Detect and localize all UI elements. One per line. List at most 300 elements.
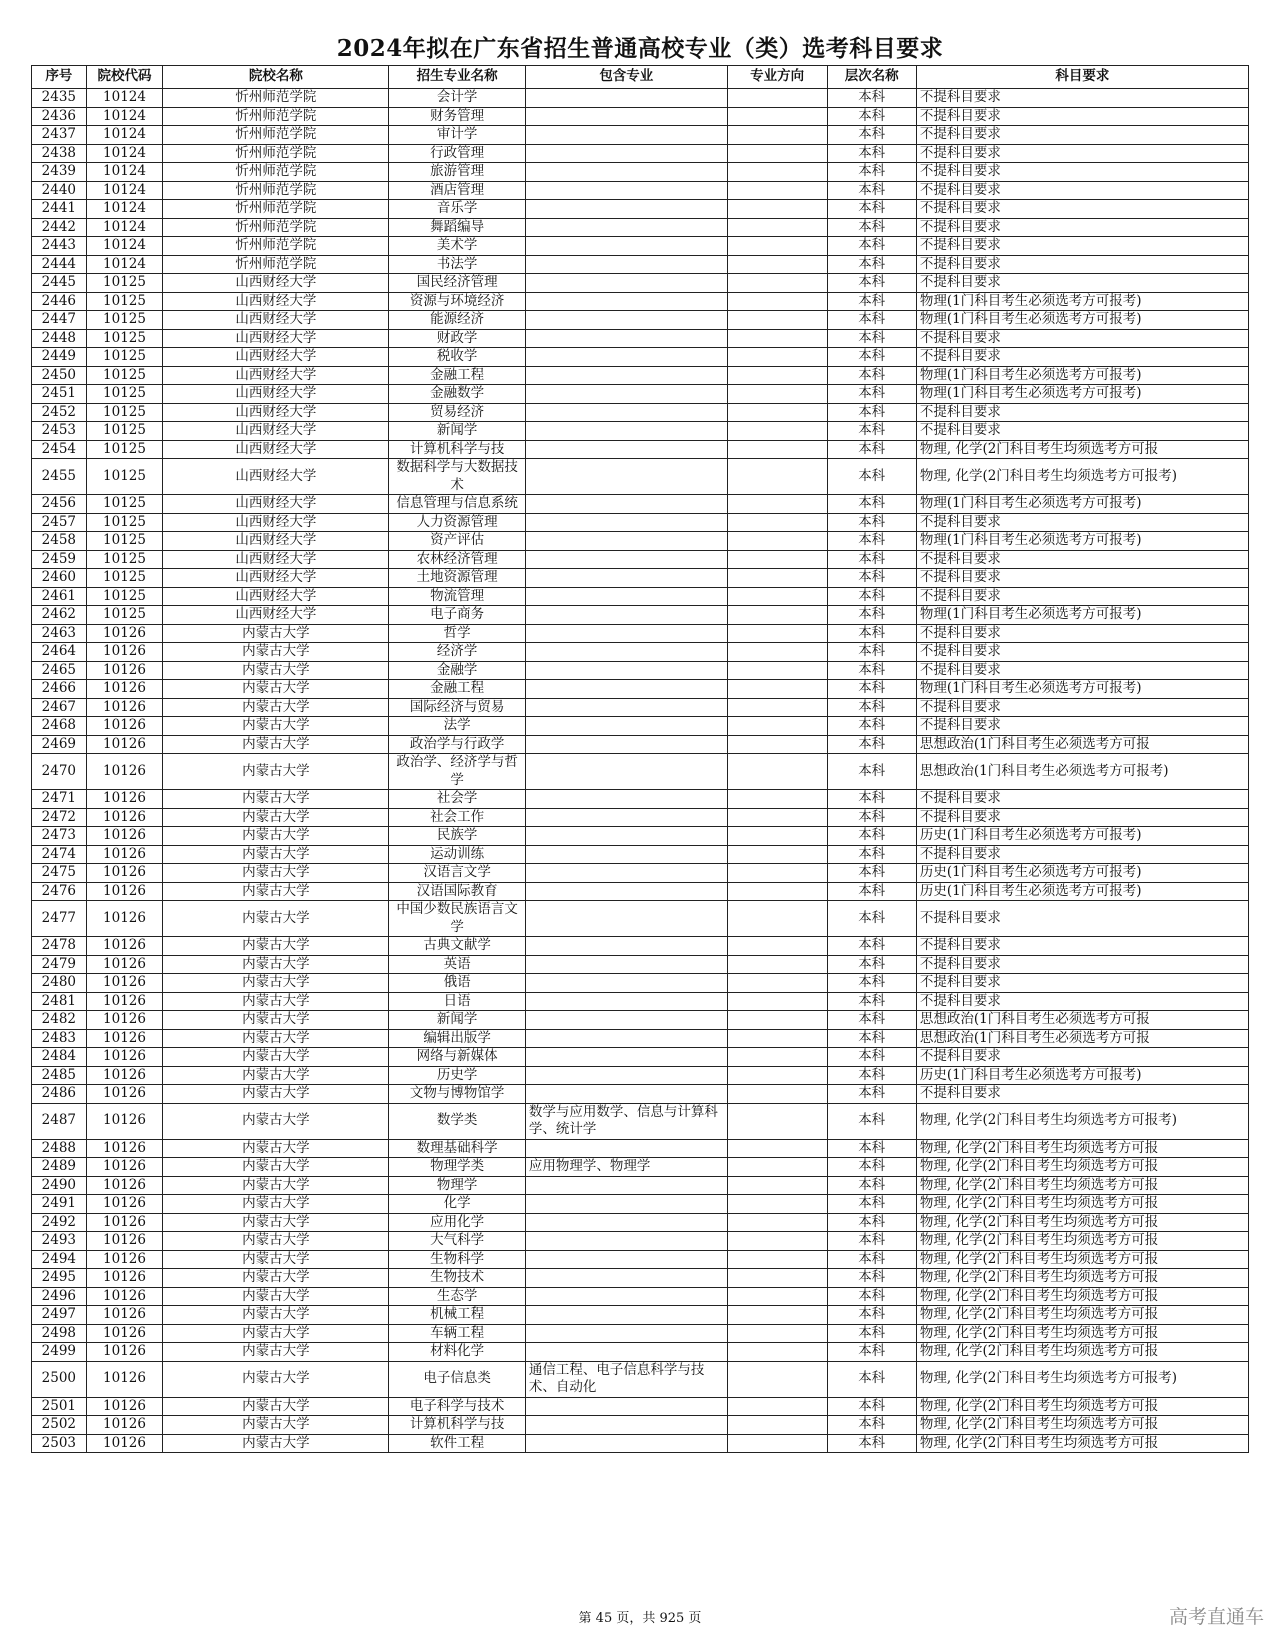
col-major-direction-cell	[727, 1287, 827, 1306]
col-major-direction-cell	[727, 1066, 827, 1085]
col-level-cell: 本科	[827, 680, 916, 699]
table-row	[32, 255, 1249, 274]
col-index-cell: 2448	[32, 329, 87, 348]
brand-label: 高考直通车	[1168, 1606, 1264, 1628]
col-school-name-cell: 内蒙古大学	[163, 882, 389, 901]
col-index-cell: 2484	[32, 1048, 87, 1067]
col-subject-requirement-header: 科目要求	[916, 66, 1248, 89]
table-row	[32, 569, 1249, 588]
col-major-direction-cell	[727, 513, 827, 532]
col-school-code-cell: 10126	[86, 1066, 163, 1085]
col-school-name-cell: 忻州师范学院	[163, 237, 389, 256]
col-index-cell: 2481	[32, 992, 87, 1011]
col-major-name-cell: 材料化学	[389, 1343, 526, 1362]
col-major-name-cell: 法学	[389, 717, 526, 736]
col-major-name-cell: 文物与博物馆学	[389, 1085, 526, 1104]
col-subject-requirement-cell: 物理, 化学(2门科目考生均须选考方可报考)	[916, 1103, 1248, 1139]
col-level-header: 层次名称	[827, 66, 916, 89]
col-subject-requirement-cell: 不提科目要求	[916, 200, 1248, 219]
col-index-cell: 2503	[32, 1434, 87, 1453]
col-major-direction-cell	[727, 181, 827, 200]
col-subject-requirement-cell: 物理, 化学(2门科目考生均须选考方可报	[916, 1176, 1248, 1195]
col-major-name-cell: 能源经济	[389, 311, 526, 330]
col-subject-requirement-cell: 物理, 化学(2门科目考生均须选考方可报	[916, 1250, 1248, 1269]
col-major-direction-cell	[727, 1213, 827, 1232]
col-school-code-cell: 10125	[86, 440, 163, 459]
col-major-name-cell: 会计学	[389, 89, 526, 108]
col-major-direction-cell	[727, 992, 827, 1011]
table-row	[32, 1103, 1249, 1139]
col-school-code-cell: 10126	[86, 1269, 163, 1288]
col-index-cell: 2497	[32, 1306, 87, 1325]
col-school-code-cell: 10126	[86, 882, 163, 901]
col-included-majors-cell	[525, 495, 727, 514]
col-level-cell: 本科	[827, 808, 916, 827]
col-level-cell: 本科	[827, 1287, 916, 1306]
col-major-direction-cell	[727, 680, 827, 699]
col-school-code-cell: 10126	[86, 1176, 163, 1195]
table-row	[32, 606, 1249, 625]
col-included-majors-cell	[525, 1232, 727, 1251]
col-level-cell: 本科	[827, 237, 916, 256]
col-included-majors-cell	[525, 717, 727, 736]
col-included-majors-cell: 通信工程、电子信息科学与技术、自动化	[525, 1361, 727, 1397]
col-school-name-cell: 内蒙古大学	[163, 680, 389, 699]
col-school-name-cell: 内蒙古大学	[163, 1158, 389, 1177]
col-subject-requirement-cell: 历史(1门科目考生必须选考方可报考)	[916, 882, 1248, 901]
col-index-cell: 2450	[32, 366, 87, 385]
col-major-direction-cell	[727, 1103, 827, 1139]
col-level-cell: 本科	[827, 1361, 916, 1397]
col-subject-requirement-cell: 物理, 化学(2门科目考生均须选考方可报	[916, 1324, 1248, 1343]
table-row	[32, 1434, 1249, 1453]
col-level-cell: 本科	[827, 1213, 916, 1232]
col-index-cell: 2473	[32, 827, 87, 846]
col-school-code-cell: 10125	[86, 606, 163, 625]
col-level-cell: 本科	[827, 255, 916, 274]
col-major-direction-cell	[727, 606, 827, 625]
col-included-majors-cell	[525, 1250, 727, 1269]
col-included-majors-cell	[525, 937, 727, 956]
col-subject-requirement-cell: 历史(1门科目考生必须选考方可报考)	[916, 864, 1248, 883]
col-school-code-cell: 10126	[86, 1085, 163, 1104]
table-row	[32, 808, 1249, 827]
col-level-cell: 本科	[827, 827, 916, 846]
col-index-cell: 2468	[32, 717, 87, 736]
col-subject-requirement-cell: 物理(1门科目考生必须选考方可报考)	[916, 385, 1248, 404]
col-school-name-cell: 内蒙古大学	[163, 754, 389, 790]
col-major-name-cell: 社会学	[389, 790, 526, 809]
col-included-majors-cell	[525, 1011, 727, 1030]
col-level-cell: 本科	[827, 329, 916, 348]
col-index-cell: 2488	[32, 1139, 87, 1158]
col-included-majors-cell	[525, 992, 727, 1011]
col-included-majors-cell	[525, 459, 727, 495]
col-major-direction-cell	[727, 218, 827, 237]
col-level-cell: 本科	[827, 643, 916, 662]
col-index-cell: 2469	[32, 735, 87, 754]
table-row	[32, 864, 1249, 883]
col-subject-requirement-cell: 不提科目要求	[916, 717, 1248, 736]
table-row	[32, 643, 1249, 662]
table-row	[32, 1343, 1249, 1362]
table-row	[32, 680, 1249, 699]
col-major-name-cell: 俄语	[389, 974, 526, 993]
col-school-name-cell: 山西财经大学	[163, 366, 389, 385]
col-school-code-cell: 10126	[86, 845, 163, 864]
col-school-name-cell: 内蒙古大学	[163, 1343, 389, 1362]
col-school-name-cell: 山西财经大学	[163, 292, 389, 311]
col-school-code-cell: 10126	[86, 864, 163, 883]
table-row	[32, 532, 1249, 551]
col-included-majors-cell	[525, 643, 727, 662]
col-included-majors-header: 包含专业	[525, 66, 727, 89]
col-school-name-cell: 内蒙古大学	[163, 1306, 389, 1325]
col-school-name-cell: 内蒙古大学	[163, 698, 389, 717]
col-major-direction-cell	[727, 385, 827, 404]
col-subject-requirement-cell: 物理(1门科目考生必须选考方可报考)	[916, 680, 1248, 699]
table-row	[32, 218, 1249, 237]
col-school-name-cell: 内蒙古大学	[163, 808, 389, 827]
col-major-name-cell: 汉语国际教育	[389, 882, 526, 901]
col-school-code-cell: 10126	[86, 937, 163, 956]
col-level-cell: 本科	[827, 1066, 916, 1085]
col-index-cell: 2466	[32, 680, 87, 699]
col-major-name-cell: 哲学	[389, 624, 526, 643]
col-subject-requirement-cell: 不提科目要求	[916, 992, 1248, 1011]
col-included-majors-cell	[525, 348, 727, 367]
col-school-code-cell: 10126	[86, 1250, 163, 1269]
col-level-cell: 本科	[827, 937, 916, 956]
col-major-direction-cell	[727, 403, 827, 422]
col-included-majors-cell	[525, 1176, 727, 1195]
col-school-name-cell: 内蒙古大学	[163, 1287, 389, 1306]
col-school-code-cell: 10125	[86, 348, 163, 367]
col-school-name-cell: 内蒙古大学	[163, 1232, 389, 1251]
col-school-code-cell: 10125	[86, 550, 163, 569]
col-index-cell: 2479	[32, 955, 87, 974]
col-major-name-cell: 电子科学与技术	[389, 1397, 526, 1416]
col-major-direction-cell	[727, 937, 827, 956]
col-index-cell: 2474	[32, 845, 87, 864]
col-subject-requirement-cell: 不提科目要求	[916, 698, 1248, 717]
col-major-direction-cell	[727, 901, 827, 937]
col-included-majors-cell	[525, 1048, 727, 1067]
col-index-cell: 2458	[32, 532, 87, 551]
col-index-cell: 2475	[32, 864, 87, 883]
col-included-majors-cell	[525, 569, 727, 588]
col-included-majors-cell	[525, 587, 727, 606]
col-included-majors-cell	[525, 1213, 727, 1232]
col-included-majors-cell	[525, 181, 727, 200]
col-subject-requirement-cell: 物理(1门科目考生必须选考方可报考)	[916, 311, 1248, 330]
col-index-cell: 2477	[32, 901, 87, 937]
col-level-cell: 本科	[827, 1048, 916, 1067]
col-major-direction-cell	[727, 459, 827, 495]
col-school-code-cell: 10124	[86, 255, 163, 274]
col-index-cell: 2470	[32, 754, 87, 790]
col-major-direction-cell	[727, 1158, 827, 1177]
table-row	[32, 329, 1249, 348]
col-included-majors-cell	[525, 845, 727, 864]
col-included-majors-cell	[525, 255, 727, 274]
col-school-name-cell: 内蒙古大学	[163, 1103, 389, 1139]
col-subject-requirement-cell: 物理, 化学(2门科目考生均须选考方可报考)	[916, 459, 1248, 495]
table-row	[32, 1011, 1249, 1030]
col-included-majors-cell	[525, 274, 727, 293]
col-major-name-cell: 新闻学	[389, 1011, 526, 1030]
col-subject-requirement-cell: 物理, 化学(2门科目考生均须选考方可报	[916, 1306, 1248, 1325]
table-row	[32, 1250, 1249, 1269]
col-subject-requirement-cell: 思想政治(1门科目考生必须选考方可报	[916, 735, 1248, 754]
col-school-code-cell: 10126	[86, 1287, 163, 1306]
col-major-direction-cell	[727, 1085, 827, 1104]
col-school-code-cell: 10126	[86, 624, 163, 643]
col-included-majors-cell	[525, 532, 727, 551]
col-school-code-cell: 10124	[86, 218, 163, 237]
col-school-name-cell: 内蒙古大学	[163, 937, 389, 956]
table-row	[32, 790, 1249, 809]
col-subject-requirement-cell: 物理, 化学(2门科目考生均须选考方可报	[916, 1434, 1248, 1453]
col-subject-requirement-cell: 物理, 化学(2门科目考生均须选考方可报	[916, 1397, 1248, 1416]
col-school-code-cell: 10124	[86, 89, 163, 108]
col-school-name-cell: 山西财经大学	[163, 606, 389, 625]
col-included-majors-cell	[525, 735, 727, 754]
col-index-cell: 2467	[32, 698, 87, 717]
col-major-name-cell: 经济学	[389, 643, 526, 662]
col-school-name-cell: 山西财经大学	[163, 329, 389, 348]
col-subject-requirement-cell: 思想政治(1门科目考生必须选考方可报	[916, 1011, 1248, 1030]
col-subject-requirement-cell: 物理, 化学(2门科目考生均须选考方可报	[916, 1158, 1248, 1177]
col-major-name-cell: 英语	[389, 955, 526, 974]
col-index-cell: 2457	[32, 513, 87, 532]
col-school-code-cell: 10125	[86, 422, 163, 441]
table-row	[32, 661, 1249, 680]
col-major-name-cell: 运动训练	[389, 845, 526, 864]
col-school-name-cell: 内蒙古大学	[163, 735, 389, 754]
table-header-row	[32, 66, 1249, 89]
col-school-name-cell: 内蒙古大学	[163, 1416, 389, 1435]
col-included-majors-cell	[525, 218, 727, 237]
col-index-cell: 2492	[32, 1213, 87, 1232]
col-index-cell: 2487	[32, 1103, 87, 1139]
col-included-majors-cell	[525, 107, 727, 126]
col-school-code-cell: 10125	[86, 495, 163, 514]
col-major-direction-cell	[727, 1176, 827, 1195]
col-major-name-cell: 机械工程	[389, 1306, 526, 1325]
col-level-cell: 本科	[827, 955, 916, 974]
col-school-code-cell: 10126	[86, 1434, 163, 1453]
col-school-code-cell: 10126	[86, 680, 163, 699]
table-row	[32, 311, 1249, 330]
col-subject-requirement-cell: 不提科目要求	[916, 937, 1248, 956]
col-major-name-cell: 日语	[389, 992, 526, 1011]
col-school-name-cell: 忻州师范学院	[163, 126, 389, 145]
col-school-name-cell: 山西财经大学	[163, 274, 389, 293]
col-level-cell: 本科	[827, 292, 916, 311]
col-index-cell: 2472	[32, 808, 87, 827]
col-major-direction-cell	[727, 864, 827, 883]
col-major-name-cell: 汉语言文学	[389, 864, 526, 883]
col-school-code-cell: 10125	[86, 366, 163, 385]
col-index-cell: 2482	[32, 1011, 87, 1030]
col-index-cell: 2446	[32, 292, 87, 311]
col-major-name-cell: 生物科学	[389, 1250, 526, 1269]
col-level-cell: 本科	[827, 698, 916, 717]
col-subject-requirement-cell: 物理(1门科目考生必须选考方可报考)	[916, 532, 1248, 551]
col-major-name-cell: 金融数学	[389, 385, 526, 404]
col-included-majors-cell	[525, 292, 727, 311]
col-school-code-header: 院校代码	[86, 66, 163, 89]
col-school-code-cell: 10126	[86, 1103, 163, 1139]
col-index-cell: 2444	[32, 255, 87, 274]
col-level-cell: 本科	[827, 1195, 916, 1214]
col-level-cell: 本科	[827, 163, 916, 182]
table-row	[32, 440, 1249, 459]
col-major-name-cell: 民族学	[389, 827, 526, 846]
col-school-name-cell: 内蒙古大学	[163, 717, 389, 736]
col-level-cell: 本科	[827, 366, 916, 385]
col-major-direction-cell	[727, 808, 827, 827]
col-subject-requirement-cell: 物理, 化学(2门科目考生均须选考方可报考)	[916, 1361, 1248, 1397]
col-level-cell: 本科	[827, 200, 916, 219]
col-major-name-cell: 行政管理	[389, 144, 526, 163]
col-level-cell: 本科	[827, 348, 916, 367]
col-major-direction-cell	[727, 827, 827, 846]
col-index-cell: 2499	[32, 1343, 87, 1362]
col-subject-requirement-cell: 不提科目要求	[916, 237, 1248, 256]
col-level-cell: 本科	[827, 89, 916, 108]
col-index-cell: 2495	[32, 1269, 87, 1288]
col-included-majors-cell	[525, 1066, 727, 1085]
col-subject-requirement-cell: 物理(1门科目考生必须选考方可报考)	[916, 495, 1248, 514]
col-major-name-cell: 新闻学	[389, 422, 526, 441]
col-level-cell: 本科	[827, 1176, 916, 1195]
col-level-cell: 本科	[827, 218, 916, 237]
col-major-name-cell: 数据科学与大数据技术	[389, 459, 526, 495]
col-major-name-cell: 审计学	[389, 126, 526, 145]
col-subject-requirement-cell: 不提科目要求	[916, 550, 1248, 569]
col-level-cell: 本科	[827, 1343, 916, 1362]
table-row	[32, 1029, 1249, 1048]
col-level-cell: 本科	[827, 1416, 916, 1435]
col-major-name-cell: 资产评估	[389, 532, 526, 551]
col-subject-requirement-cell: 物理(1门科目考生必须选考方可报考)	[916, 366, 1248, 385]
col-level-cell: 本科	[827, 1139, 916, 1158]
table-row	[32, 1416, 1249, 1435]
col-included-majors-cell	[525, 1269, 727, 1288]
col-major-name-cell: 古典文献学	[389, 937, 526, 956]
col-index-cell: 2478	[32, 937, 87, 956]
col-school-name-cell: 内蒙古大学	[163, 864, 389, 883]
col-level-cell: 本科	[827, 495, 916, 514]
col-level-cell: 本科	[827, 144, 916, 163]
table-row	[32, 1232, 1249, 1251]
col-subject-requirement-cell: 物理, 化学(2门科目考生均须选考方可报	[916, 1213, 1248, 1232]
col-included-majors-cell	[525, 1029, 727, 1048]
table-row	[32, 348, 1249, 367]
col-index-cell: 2442	[32, 218, 87, 237]
col-index-cell: 2459	[32, 550, 87, 569]
col-level-cell: 本科	[827, 440, 916, 459]
col-school-name-cell: 内蒙古大学	[163, 1195, 389, 1214]
col-major-direction-cell	[727, 698, 827, 717]
col-major-direction-cell	[727, 366, 827, 385]
col-major-direction-cell	[727, 274, 827, 293]
col-school-code-cell: 10125	[86, 311, 163, 330]
col-index-cell: 2436	[32, 107, 87, 126]
table-row	[32, 937, 1249, 956]
col-included-majors-cell: 应用物理学、物理学	[525, 1158, 727, 1177]
col-school-code-cell: 10126	[86, 1213, 163, 1232]
col-included-majors-cell	[525, 974, 727, 993]
col-school-name-cell: 忻州师范学院	[163, 107, 389, 126]
col-school-code-cell: 10124	[86, 144, 163, 163]
table-row	[32, 385, 1249, 404]
col-major-direction-cell	[727, 255, 827, 274]
col-major-direction-cell	[727, 311, 827, 330]
col-major-name-cell: 金融工程	[389, 680, 526, 699]
table-row	[32, 698, 1249, 717]
col-school-name-cell: 内蒙古大学	[163, 661, 389, 680]
col-included-majors-cell	[525, 661, 727, 680]
col-index-cell: 2435	[32, 89, 87, 108]
col-school-code-cell: 10125	[86, 532, 163, 551]
col-included-majors-cell	[525, 827, 727, 846]
col-school-code-cell: 10124	[86, 163, 163, 182]
col-major-direction-cell	[727, 754, 827, 790]
table-row	[32, 237, 1249, 256]
col-school-name-cell: 内蒙古大学	[163, 1213, 389, 1232]
table-row	[32, 717, 1249, 736]
col-subject-requirement-cell: 不提科目要求	[916, 218, 1248, 237]
col-major-name-cell: 物理学	[389, 1176, 526, 1195]
table-row	[32, 974, 1249, 993]
col-school-code-cell: 10126	[86, 1324, 163, 1343]
table-row	[32, 403, 1249, 422]
col-level-cell: 本科	[827, 1232, 916, 1251]
col-level-cell: 本科	[827, 422, 916, 441]
col-school-name-cell: 内蒙古大学	[163, 1269, 389, 1288]
col-subject-requirement-cell: 不提科目要求	[916, 569, 1248, 588]
col-major-direction-cell	[727, 126, 827, 145]
page-footer: 第 45 页，共 925 页	[578, 1611, 702, 1626]
col-school-name-header: 院校名称	[163, 66, 389, 89]
col-included-majors-cell	[525, 311, 727, 330]
col-included-majors-cell	[525, 864, 727, 883]
col-school-code-cell: 10126	[86, 790, 163, 809]
col-major-name-cell: 美术学	[389, 237, 526, 256]
col-level-cell: 本科	[827, 403, 916, 422]
col-school-code-cell: 10125	[86, 385, 163, 404]
col-major-name-cell: 计算机科学与技	[389, 1416, 526, 1435]
table-body	[32, 89, 1249, 1453]
col-included-majors-cell	[525, 882, 727, 901]
col-level-cell: 本科	[827, 459, 916, 495]
col-index-cell: 2456	[32, 495, 87, 514]
col-school-name-cell: 内蒙古大学	[163, 1066, 389, 1085]
col-included-majors-cell	[525, 440, 727, 459]
col-included-majors-cell	[525, 89, 727, 108]
col-school-name-cell: 山西财经大学	[163, 550, 389, 569]
col-major-name-header: 招生专业名称	[389, 66, 526, 89]
col-school-name-cell: 内蒙古大学	[163, 1011, 389, 1030]
col-major-direction-cell	[727, 1011, 827, 1030]
col-subject-requirement-cell: 不提科目要求	[916, 661, 1248, 680]
col-index-cell: 2471	[32, 790, 87, 809]
col-major-name-cell: 金融工程	[389, 366, 526, 385]
col-included-majors-cell	[525, 237, 727, 256]
